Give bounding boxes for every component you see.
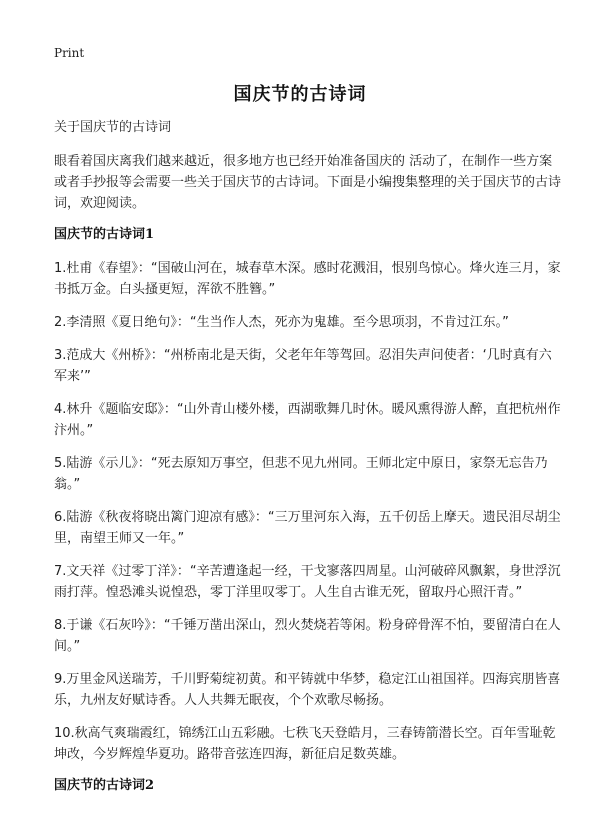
section-heading-2: 国庆节的古诗词2 bbox=[54, 778, 155, 793]
section-heading-1: 国庆节的古诗词1 bbox=[54, 227, 155, 242]
article-subtitle: 关于国庆节的古诗词 bbox=[54, 120, 172, 135]
poem-item: 7.文天祥《过零丁洋》：“辛苦遭逢起一经，干戈寥落四周星。山河破碎风飘絮，身世浮沉雨打萍。惶恐滩头说惶恐，零丁洋里叹零丁。人生自古谁无死，留取丹心照汗青。” bbox=[54, 564, 561, 600]
print-link[interactable]: Print bbox=[54, 46, 85, 60]
poem-item: 2.李清照《夏日绝句》：“生当作人杰，死亦为鬼雄。至今思项羽，不肯过江东。” bbox=[54, 315, 509, 330]
intro-paragraph: 眼看着国庆离我们越来越近，很多地方也已经开始准备国庆的 活动了，在制作一些方案或者手抄报等会需要一些关于国庆节的古诗词。下面是小编搜集整理的关于国庆节的古诗词，欢迎阅读。 bbox=[54, 154, 562, 211]
poem-item: 10.秋高气爽瑞霞红，锦绣江山五彩融。七秩飞天登皓月，三春铸箭潜长空。百年雪耻乾坤改，今岁辉煌华夏功。路带音弦连四海，新征启足数英雄。 bbox=[54, 726, 556, 762]
page-title: 国庆节的古诗词 bbox=[233, 84, 367, 105]
poem-item: 5.陆游《示儿》：“死去原知万事空，但悲不见九州同。王师北定中原日，家祭无忘告乃翁。” bbox=[54, 456, 548, 492]
poem-item: 6.陆游《秋夜将晓出篱门迎凉有感》：“三万里河东入海，五千仞岳上摩天。遗民泪尽胡尘里，南望王师又一年。” bbox=[54, 510, 561, 546]
poem-item: 1.杜甫《春望》：“国破山河在，城春草木深。感时花溅泪，恨别鸟惊心。烽火连三月，家书抵万金。白头搔更短，浑欲不胜簪。” bbox=[54, 261, 561, 297]
poem-item: 8.于谦《石灰吟》：“千锤万凿出深山，烈火焚烧若等闲。粉身碎骨浑不怕，要留清白在人间。” bbox=[54, 618, 561, 654]
poem-item: 4.林升《题临安邸》：“山外青山楼外楼，西湖歌舞几时休。暖风熏得游人醉，直把杭州作汴州。” bbox=[54, 402, 561, 438]
poem-item: 9.万里金风送瑞芳，千川野菊绽初黄。和平铸就中华梦，稳定江山祖国祥。四海宾朋皆喜乐，九州友好赋诗香。人人共舞无眠夜，个个欢歌尽畅扬。 bbox=[54, 672, 561, 708]
poem-item: 3.范成大《州桥》：“州桥南北是天街，父老年年等驾回。忍泪失声问使者：‘几时真有六军来’” bbox=[54, 348, 552, 384]
article-body bbox=[54, 119, 564, 809]
